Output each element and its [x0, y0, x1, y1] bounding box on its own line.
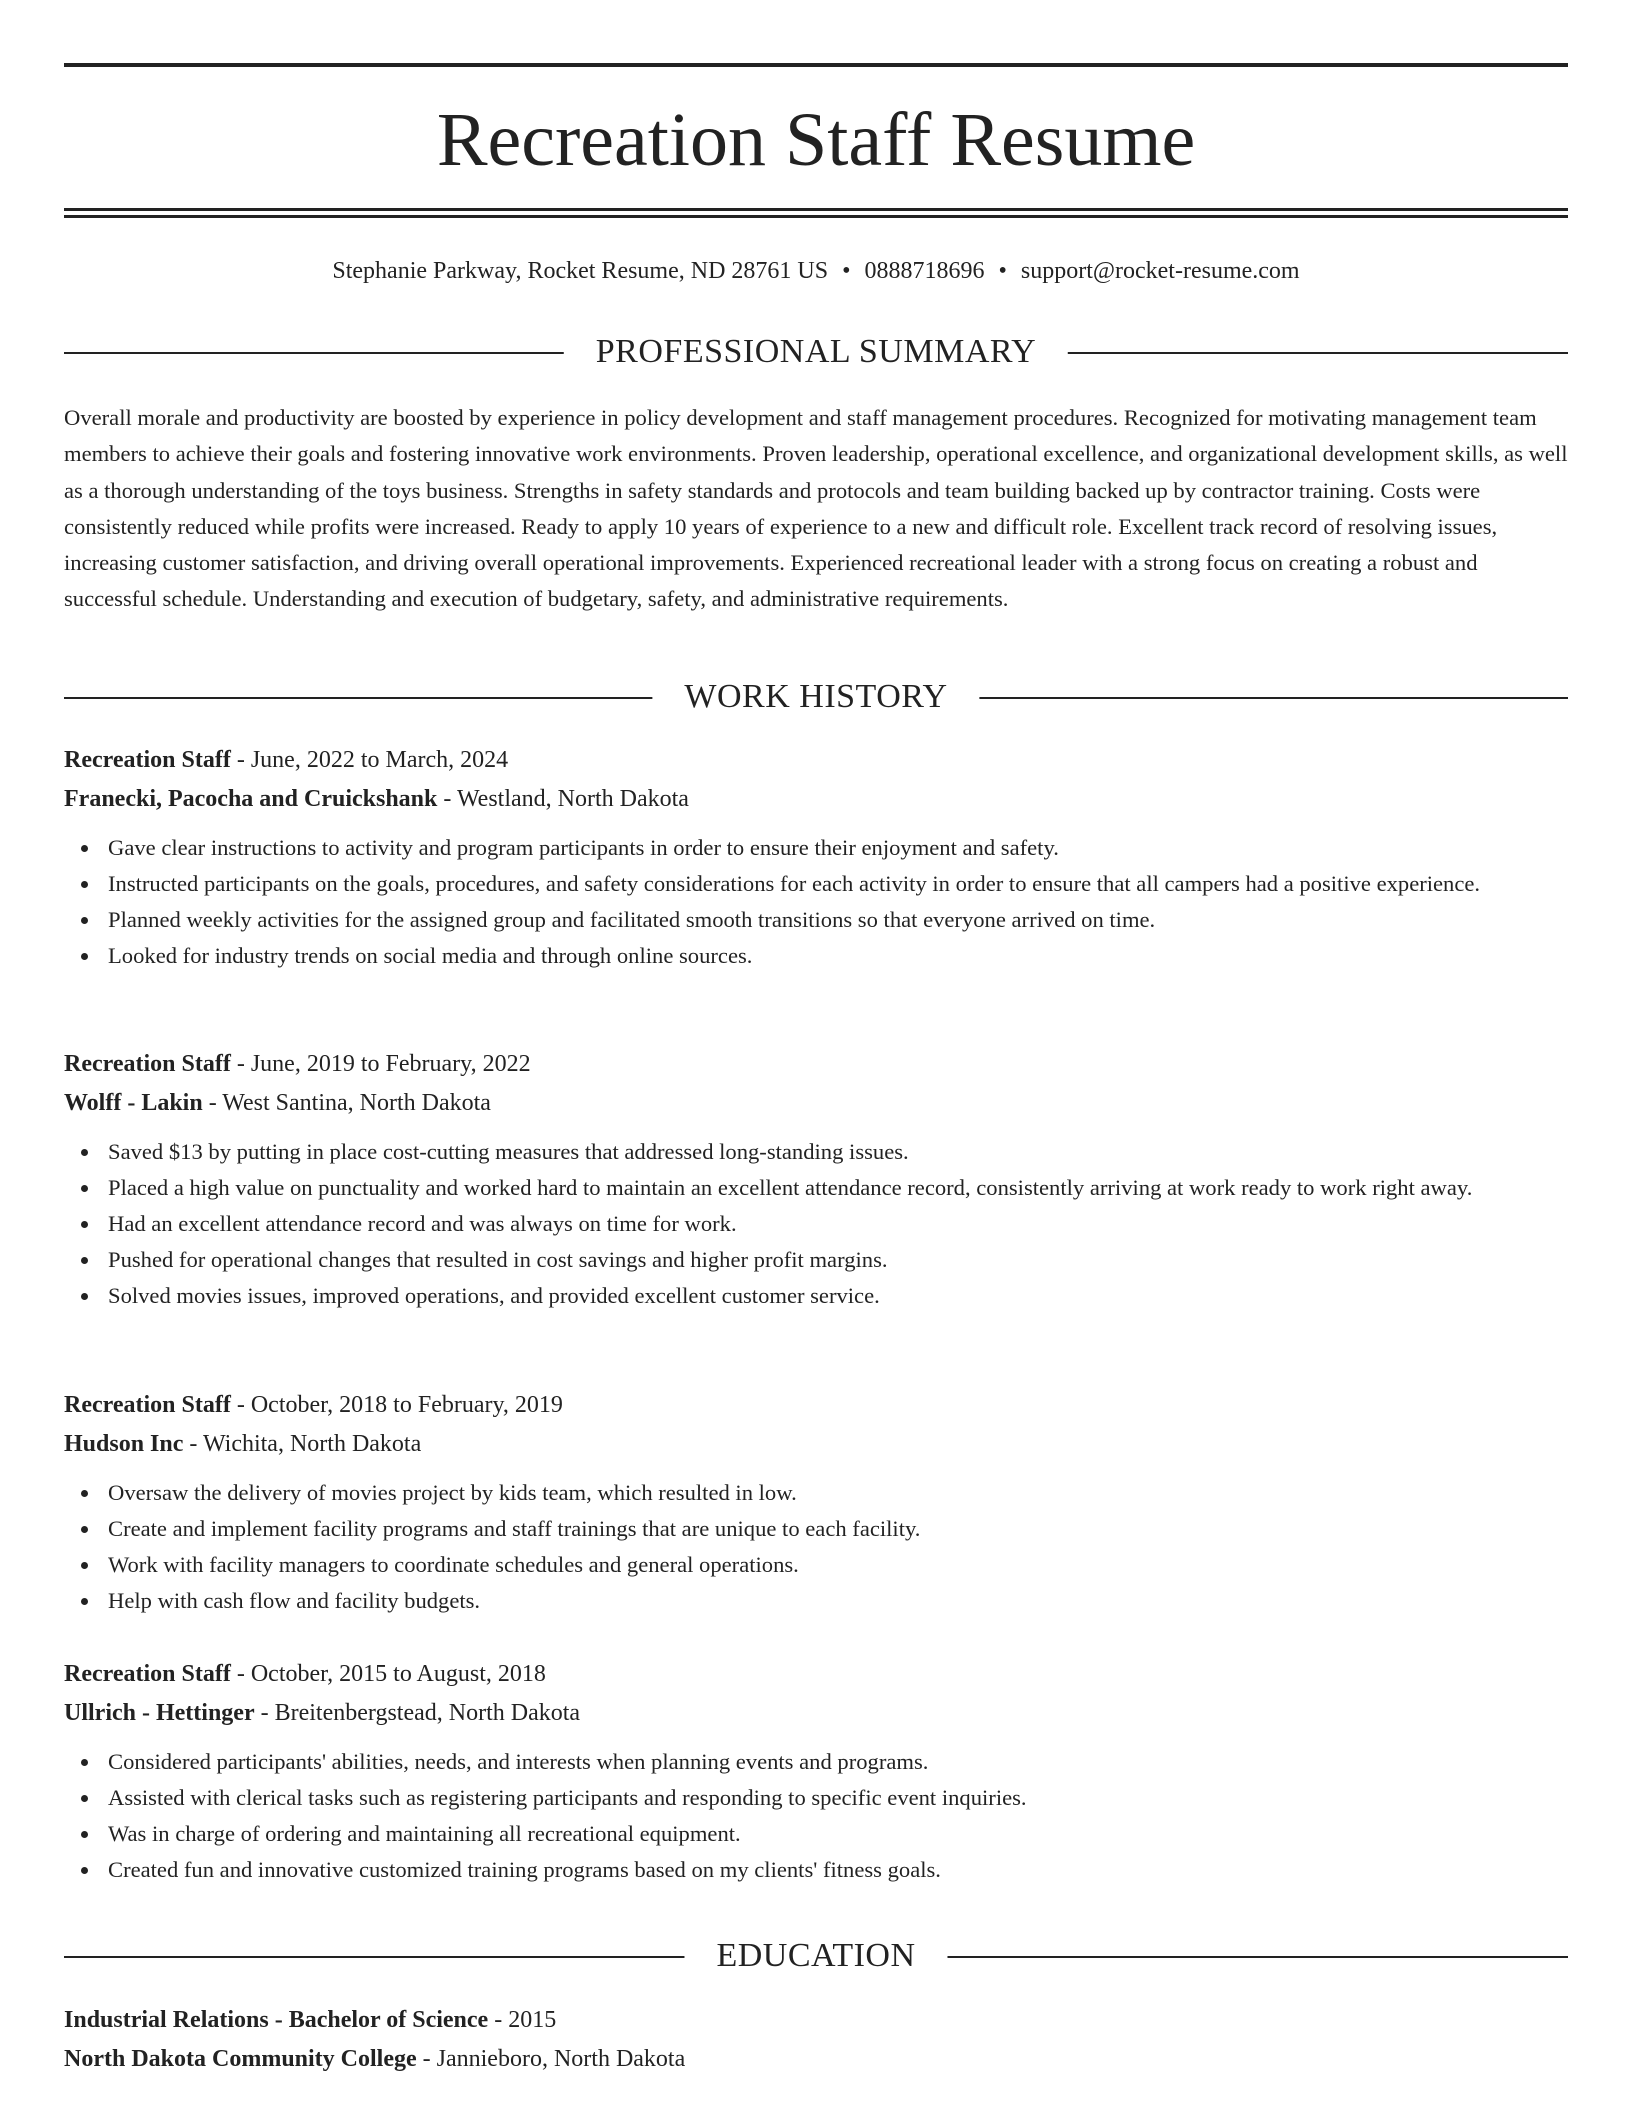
job-entry	[64, 741, 1568, 974]
job-location: Westland, North Dakota	[456, 785, 689, 812]
job-company-line: Ullrich - Hettinger - Breitenbergstead, North Dakota	[64, 1699, 581, 1726]
job-bullets	[64, 1134, 1568, 1314]
list-item: Create and implement facility programs and staff trainings that are unique to each facility.	[108, 1511, 1568, 1547]
section-heading-label: EDUCATION	[684, 1936, 947, 1976]
job-title: Recreation Staff	[64, 1661, 231, 1687]
job-company-line: Wolff - Lakin - West Santina, North Dakota	[64, 1089, 491, 1116]
contact-line	[64, 256, 1568, 286]
list-item: Pushed for operational changes that resulted in cost savings and higher profit margins.	[108, 1242, 1568, 1278]
job-title: Recreation Staff	[64, 1051, 231, 1077]
contact-email: support@rocket-resume.com	[1020, 258, 1300, 284]
list-item: Considered participants' abilities, needs, and interests when planning events and programs.	[108, 1744, 1568, 1780]
job-entry	[64, 1655, 1568, 1888]
list-item: Assisted with clerical tasks such as registering participants and responding to specific event inquiries.	[108, 1780, 1568, 1816]
list-item: Solved movies issues, improved operations, and provided excellent customer service.	[108, 1278, 1568, 1314]
education-degree-line: Industrial Relations - Bachelor of Science - 2015	[64, 2007, 557, 2033]
education-school-line: North Dakota Community College - Jannieboro, North Dakota	[64, 2045, 686, 2072]
list-item: Looked for industry trends on social media and through online sources.	[108, 938, 1568, 974]
job-dates: October, 2018 to February, 2019	[250, 1392, 563, 1418]
title-double-rule	[64, 208, 1568, 218]
job-bullets	[64, 1475, 1568, 1619]
list-item: Created fun and innovative customized training programs based on my clients' fitness goals.	[108, 1852, 1568, 1888]
job-company-line: Hudson Inc - Wichita, North Dakota	[64, 1430, 422, 1457]
list-item: Gave clear instructions to activity and program participants in order to ensure their enjoyment and safety.	[108, 830, 1568, 866]
job-location: West Santina, North Dakota	[222, 1089, 491, 1116]
job-bullets	[64, 1744, 1568, 1888]
education-school: North Dakota Community College	[64, 2045, 417, 2072]
education-heading	[64, 1936, 1568, 1976]
job-title-line: Recreation Staff - October, 2015 to August, 2018	[64, 1661, 546, 1687]
job-company: Wolff - Lakin	[64, 1089, 203, 1116]
job-location: Wichita, North Dakota	[202, 1430, 422, 1457]
job-title-line: Recreation Staff - June, 2022 to March, 2024	[64, 747, 509, 773]
top-rule	[64, 63, 1568, 67]
list-item: Instructed participants on the goals, procedures, and safety considerations for each activity in order to ensure that all campers had a positive experience.	[108, 866, 1568, 902]
list-item: Help with cash flow and facility budgets.	[108, 1583, 1568, 1619]
contact-separator: •	[998, 258, 1007, 284]
job-dates: June, 2019 to February, 2022	[250, 1051, 531, 1077]
page-title: Recreation Staff Resume	[436, 98, 1196, 182]
job-entry	[64, 1045, 1568, 1314]
summary-text: Overall morale and productivity are boosted by experience in policy development and staff management procedures. Recognized for motivating management team members to achieve their goals and fostering innovative work environments. Proven leadership, operational excellence, and organizational development skills, as well as a thorough understanding of the toys business. Strengths in safety standards and protocols and team building backed up by contractor training. Costs were consistently reduced while profits were increased. Ready to apply 10 years of experience to a new and difficult role. Excellent track record of resolving issues, increasing customer satisfaction, and driving overall operational improvements. Experienced recreational leader with a strong focus on creating a robust and successful schedule. Understanding and execution of budgetary, safety, and administrative requirements.	[64, 405, 1568, 612]
list-item: Placed a high value on punctuality and worked hard to maintain an excellent attendance record, consistently arriving at work ready to work right away.	[108, 1170, 1568, 1206]
section-heading-label: WORK HISTORY	[652, 677, 979, 717]
job-company-line: Franecki, Pacocha and Cruickshank - Westland, North Dakota	[64, 785, 689, 812]
education-location: Jannieboro, North Dakota	[436, 2045, 686, 2072]
job-bullets	[64, 830, 1568, 974]
list-item: Oversaw the delivery of movies project by kids team, which resulted in low.	[108, 1475, 1568, 1511]
list-item: Work with facility managers to coordinate schedules and general operations.	[108, 1547, 1568, 1583]
list-item: Saved $13 by putting in place cost-cutting measures that addressed long-standing issues.	[108, 1134, 1568, 1170]
section-heading-label: PROFESSIONAL SUMMARY	[564, 332, 1068, 372]
job-title-line: Recreation Staff - October, 2018 to February, 2019	[64, 1392, 563, 1418]
job-title: Recreation Staff	[64, 747, 231, 773]
education-year: 2015	[508, 2007, 557, 2033]
job-dates: October, 2015 to August, 2018	[250, 1661, 546, 1687]
job-entry	[64, 1386, 1568, 1619]
job-company: Hudson Inc	[64, 1430, 184, 1457]
work-history-heading	[64, 677, 1568, 717]
education-degree: Industrial Relations - Bachelor of Science	[64, 2007, 489, 2033]
list-item: Planned weekly activities for the assigned group and facilitated smooth transitions so that everyone arrived on time.	[108, 902, 1568, 938]
summary-heading	[64, 332, 1568, 372]
job-company: Franecki, Pacocha and Cruickshank	[64, 785, 438, 812]
contact-address: Stephanie Parkway, Rocket Resume, ND 28761 US	[332, 258, 829, 284]
job-title: Recreation Staff	[64, 1392, 231, 1418]
contact-separator: •	[842, 258, 851, 284]
job-title-line: Recreation Staff - June, 2019 to February, 2022	[64, 1051, 531, 1077]
list-item: Was in charge of ordering and maintaining all recreational equipment.	[108, 1816, 1568, 1852]
contact-phone: 0888718696	[864, 258, 985, 284]
job-company: Ullrich - Hettinger	[64, 1699, 255, 1726]
education-entry	[64, 2001, 1568, 2078]
list-item: Had an excellent attendance record and was always on time for work.	[108, 1206, 1568, 1242]
job-location: Breitenbergstead, North Dakota	[274, 1699, 581, 1726]
job-dates: June, 2022 to March, 2024	[250, 747, 509, 773]
